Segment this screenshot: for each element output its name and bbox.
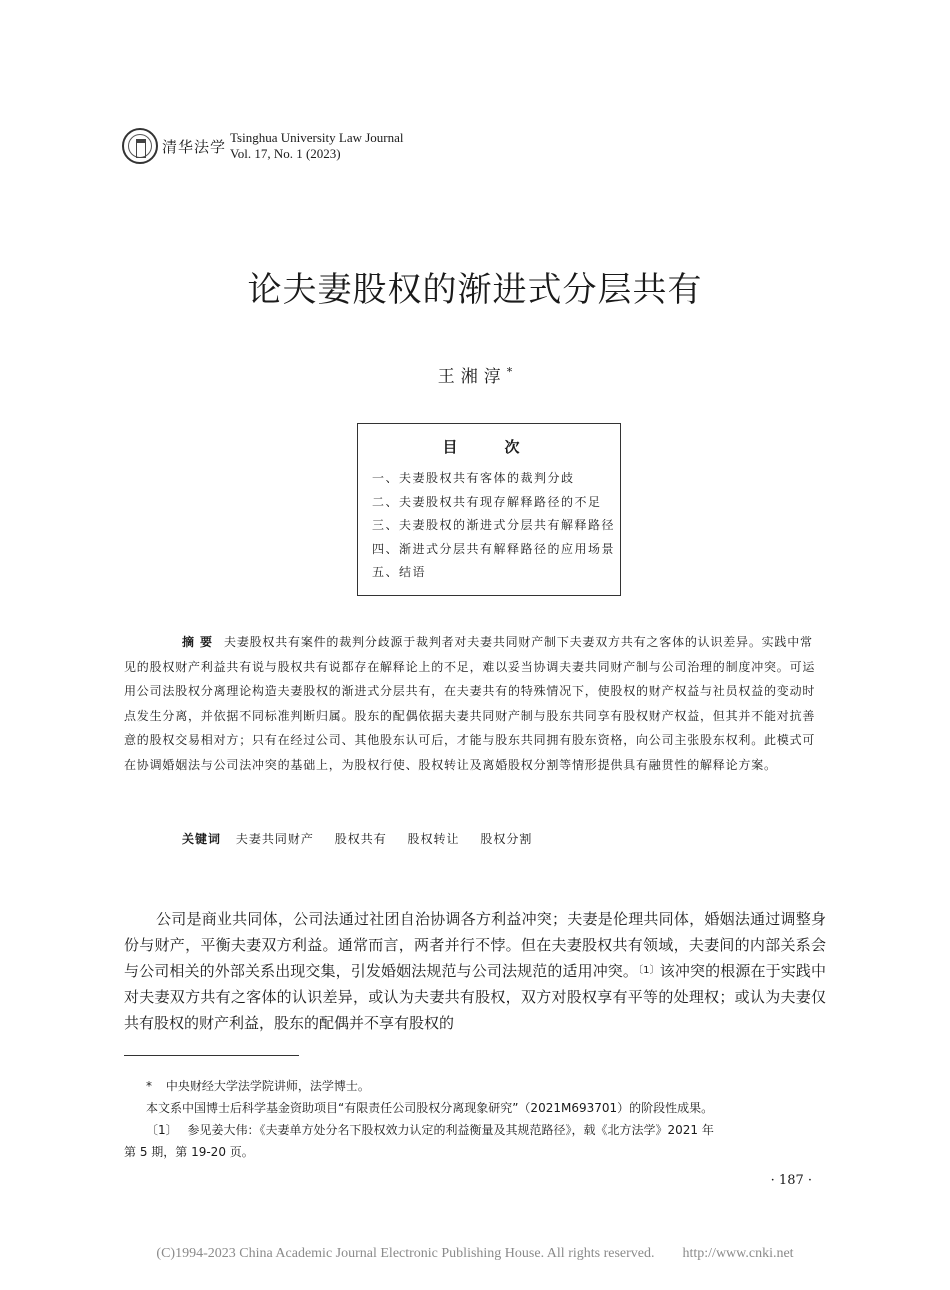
abstract	[124, 630, 824, 777]
journal-name-cn: 清华法学	[162, 137, 227, 156]
keyword: 夫妻共同财产	[235, 832, 314, 846]
body-text-part1: 公司是商业共同体，公司法通过社团自治协调各方利益冲突；夫妻是伦理共同体，婚姻法通过调整身份与财产，平衡夫妻双方利益。通常而言，两者并行不悖。但在夫妻股权共有领域，夫妻间的内部关系会与公司相关的外部关系出现交集，引发婚姻法规范与公司法规范的适用冲突。	[124, 910, 826, 980]
keyword: 股权分割	[480, 832, 533, 846]
body-paragraph	[124, 906, 826, 1036]
footnotes	[124, 1075, 826, 1163]
keyword: 股权共有	[334, 832, 387, 846]
copyright-notice: (C)1994-2023 China Academic Journal Electronic Publishing House. All rights reserved. http://www.cnki.net	[156, 1246, 794, 1261]
toc-title: 目 次	[442, 438, 536, 456]
abstract-label: 摘要	[182, 635, 219, 649]
author-mark: *	[506, 365, 513, 379]
page-number: · 187 ·	[770, 1173, 812, 1188]
article-author	[0, 362, 950, 387]
footnote-divider	[124, 1055, 299, 1056]
abstract-text: 夫妻股权共有案件的裁判分歧源于裁判者对夫妻共同财产制下夫妻双方共有之客体的认识差异。实践中常见的股权财产利益共有说与股权共有说都存在解释论上的不足，难以妥当协调夫妻共同财产制与公司治理的制度冲突。可运用公司法股权分离理论构造夫妻股权的渐进式分层共有，在夫妻共有的特殊情况下，使股权的财产权益与社员权益的变动时点发生分离，并依据不同标准判断归属。股东的配偶依据夫妻共同财产制与股东共同享有股权财产权益，但其并不能对抗善意的股权交易相对方；只有在经过公司、其他股东认可后，才能与股东共同拥有股东资格，向公司主张股东权利。此模式可在协调婚姻法与公司法冲突的基础上，为股权行使、股权转让及离婚股权分割等情形提供具有融贯性的解释论方案。	[124, 635, 816, 772]
footnote-funding: 本文系中国博士后科学基金资助项目“有限责任公司股权分离现象研究”（2021M693701）的阶段性成果。	[146, 1101, 714, 1115]
footnote-1-text: 参见姜大伟：《夫妻单方处分名下股权效力认定的利益衡量及其规范路径》，载《北方法学》2021 年	[187, 1123, 714, 1137]
author-name: 王湘淳	[437, 367, 507, 387]
footnote-1-mark: 〔1〕	[146, 1123, 178, 1137]
toc-item: 三、夫妻股权的渐进式分层共有解释路径	[372, 518, 616, 532]
keywords	[182, 830, 548, 847]
university-seal-icon	[122, 128, 158, 164]
footnote-1-cont: 第 5 期，第 19-20 页。	[124, 1145, 254, 1159]
journal-name-en: Tsinghua University Law Journal	[230, 130, 404, 145]
table-of-contents	[357, 423, 621, 596]
footnote-author-mark: *	[146, 1079, 152, 1093]
toc-item: 一、夫妻股权共有客体的裁判分歧	[372, 471, 575, 485]
journal-header	[122, 128, 404, 164]
keyword: 股权转让	[407, 832, 460, 846]
journal-info	[230, 130, 403, 162]
keywords-label: 关键词	[182, 832, 222, 846]
footnote-author	[124, 1075, 826, 1097]
toc-item: 五、结语	[372, 565, 427, 579]
body-text-part2: 该冲突的根源在于实践中对夫妻双方共有之客体的认识差异，或认为夫妻共有股权，双方对股权享有平等的处理权；或认为夫妻仅共有股权的财产利益，股东的配偶并不享有股权的	[124, 962, 826, 1032]
toc-list	[358, 467, 620, 585]
toc-item: 二、夫妻股权共有现存解释路径的不足	[372, 494, 602, 509]
footnote-ref[interactable]: 〔1〕	[638, 965, 660, 976]
toc-item: 四、渐进式分层共有解释路径的应用场景	[372, 541, 616, 556]
article-title: 论夫妻股权的渐进式分层共有	[247, 270, 703, 310]
journal-volume: Vol. 17, No. 1 (2023)	[230, 146, 341, 161]
footnote-1	[124, 1119, 826, 1141]
footnote-author-text: 中央财经大学法学院讲师，法学博士。	[165, 1079, 370, 1093]
